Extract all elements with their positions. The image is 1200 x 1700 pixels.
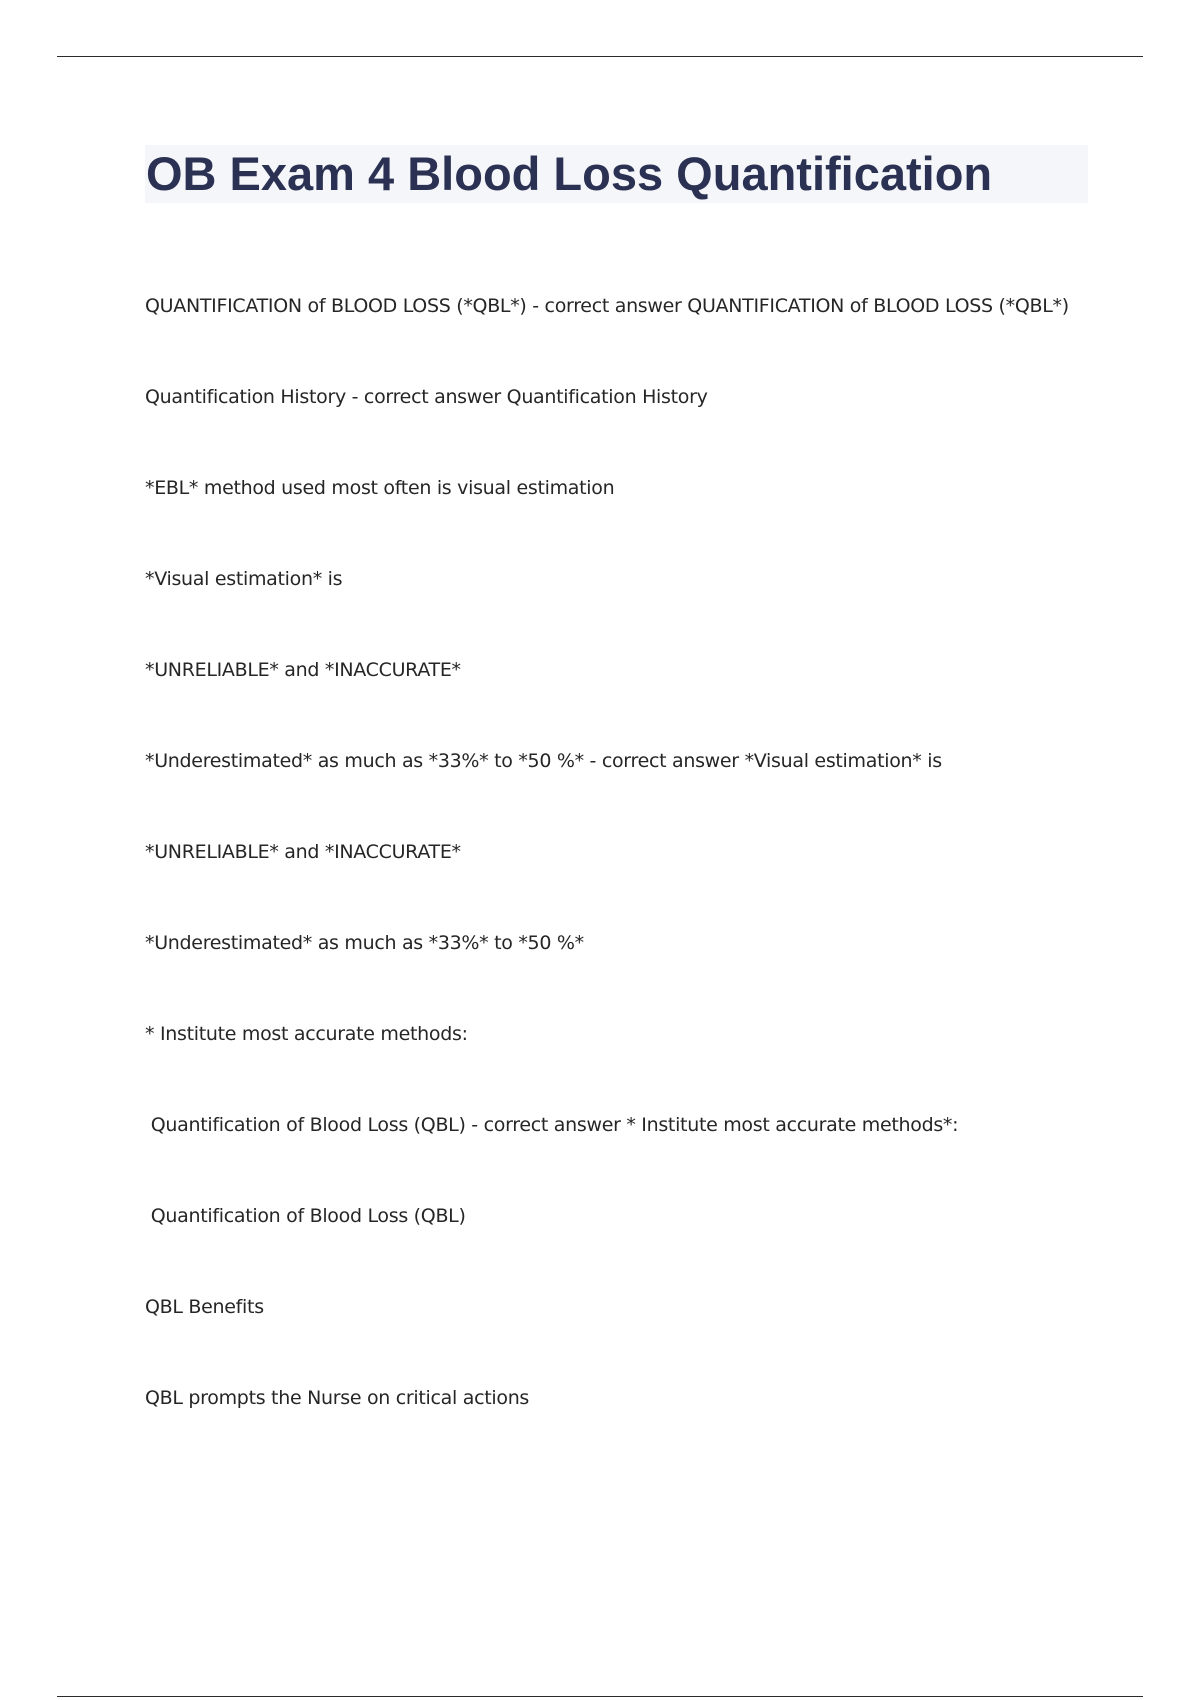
top-rule xyxy=(57,56,1143,57)
text-line: *UNRELIABLE* and *INACCURATE* xyxy=(145,841,461,863)
text-line: *UNRELIABLE* and *INACCURATE* xyxy=(145,659,461,681)
text-line: QBL Benefits xyxy=(145,1296,264,1318)
text-line: QUANTIFICATION of BLOOD LOSS (*QBL*) - correct answer QUANTIFICATION of BLOOD LOSS (*QBL*) xyxy=(145,295,1069,317)
text-line: Quantification of Blood Loss (QBL) xyxy=(145,1205,466,1227)
text-line: Quantification History - correct answer Quantification History xyxy=(145,386,708,408)
text-line: *Underestimated* as much as *33%* to *50 %* xyxy=(145,932,584,954)
document-title: OB Exam 4 Blood Loss Quantification xyxy=(146,147,993,200)
document-body xyxy=(145,288,1105,1471)
text-line: * Institute most accurate methods: xyxy=(145,1023,468,1045)
bottom-rule xyxy=(57,1696,1143,1697)
text-line: *Underestimated* as much as *33%* to *50 %* - correct answer *Visual estimation* is xyxy=(145,750,942,772)
text-line: Quantification of Blood Loss (QBL) - correct answer * Institute most accurate methods*: xyxy=(145,1114,959,1136)
text-line: *Visual estimation* is xyxy=(145,568,343,590)
text-line: QBL prompts the Nurse on critical actions xyxy=(145,1387,530,1409)
text-line: *EBL* method used most often is visual estimation xyxy=(145,477,615,499)
